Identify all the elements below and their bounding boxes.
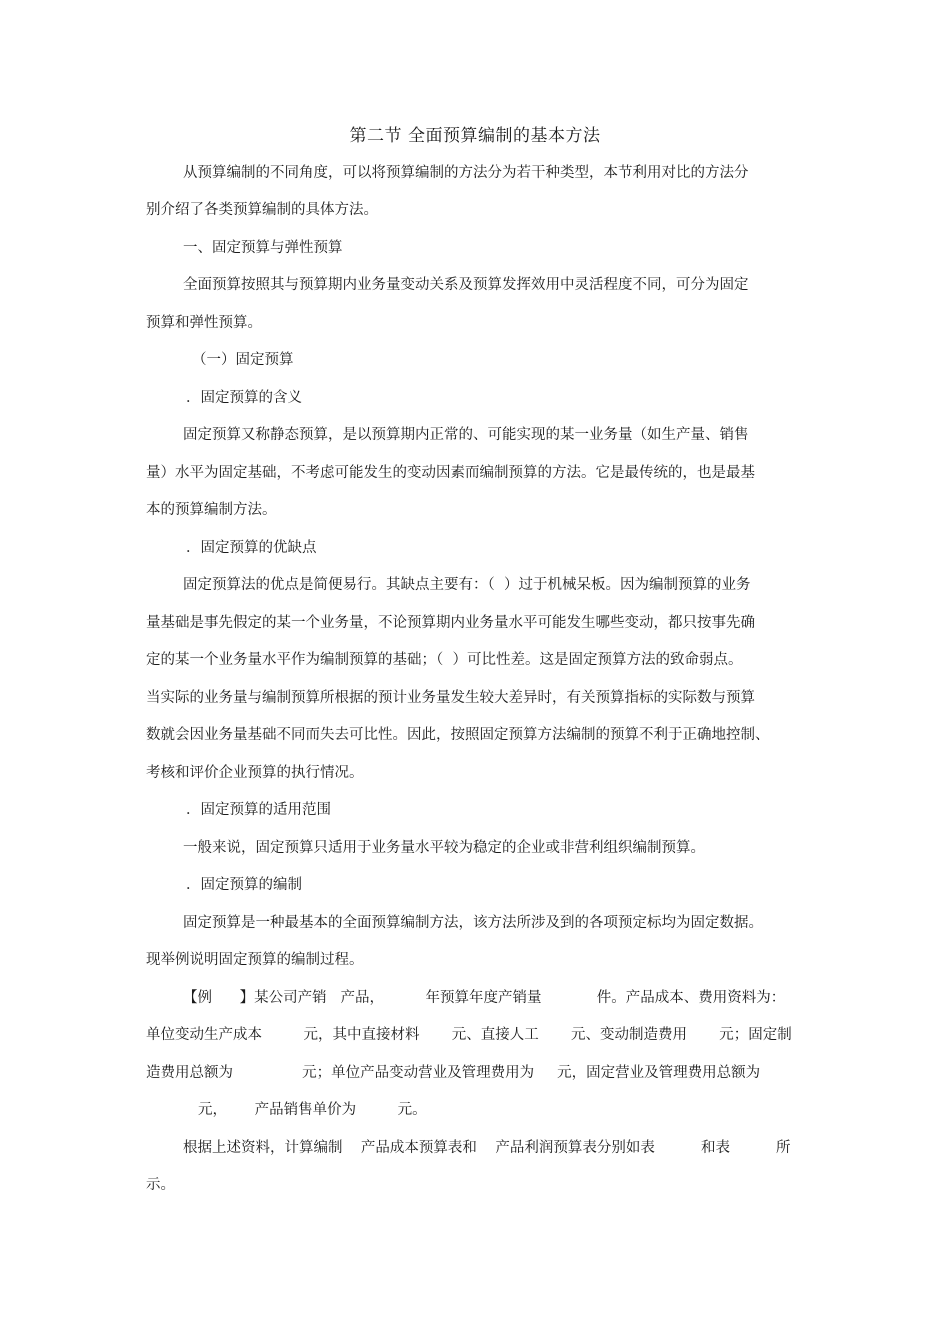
heading-line: ．固定预算的含义 — [186, 390, 302, 406]
paragraph-line: 定的某一个业务量水平作为编制预算的基础；（ ）可比性差。这是固定预算方法的致命弱点。 — [146, 652, 743, 668]
heading-line: ．固定预算的编制 — [186, 877, 302, 893]
paragraph-line: 全面预算按照其与预算期内业务量变动关系及预算发挥效用中灵活程度不同，可分为固定 — [183, 277, 749, 293]
paragraph-line: 一般来说，固定预算只适用于业务量水平较为稳定的企业或非营利组织编制预算。 — [183, 840, 705, 856]
heading-line: ．固定预算的优缺点 — [186, 540, 317, 556]
paragraph-line: 示。 — [146, 1177, 175, 1193]
paragraph-line: 固定预算法的优点是简便易行。其缺点主要有：（ ）过于机械呆板。因为编制预算的业务 — [183, 577, 751, 593]
example-line: 【例 】某公司产销 产品， 年预算年度产销量 件。产品成本、费用资料为： — [183, 990, 786, 1006]
paragraph-line: 数就会因业务量基础不同而失去可比性。因此，按照固定预算方法编制的预算不利于正确地控制、 — [146, 727, 770, 743]
heading-line: 一、固定预算与弹性预算 — [183, 240, 343, 256]
paragraph-line: 固定预算又称静态预算，是以预算期内正常的、可能实现的某一业务量（如生产量、销售 — [183, 427, 749, 443]
paragraph-line: 从预算编制的不同角度，可以将预算编制的方法分为若干种类型，本节利用对比的方法分 — [183, 165, 749, 181]
heading-line: （一）固定预算 — [192, 352, 294, 368]
paragraph-line: 本的预算编制方法。 — [146, 502, 277, 518]
paragraph-line: 量）水平为固定基础，不考虑可能发生的变动因素而编制预算的方法。它是最传统的，也是最基 — [146, 465, 755, 481]
paragraph-line: 别介绍了各类预算编制的具体方法。 — [146, 202, 378, 218]
paragraph-line: 现举例说明固定预算的编制过程。 — [146, 952, 364, 968]
paragraph-line: 预算和弹性预算。 — [146, 315, 262, 331]
example-line: 元， 产品销售单价为 元。 — [198, 1102, 427, 1118]
paragraph-line: 量基础是事先假定的某一个业务量，不论预算期内业务量水平可能发生哪些变动，都只按事先确 — [146, 615, 755, 631]
paragraph-line: 固定预算是一种最基本的全面预算编制方法，该方法所涉及到的各项预定标均为固定数据。 — [183, 915, 763, 931]
paragraph-line: 当实际的业务量与编制预算所根据的预计业务量发生较大差异时，有关预算指标的实际数与预算 — [146, 690, 755, 706]
paragraph-line: 考核和评价企业预算的执行情况。 — [146, 765, 364, 781]
heading-line: ．固定预算的适用范围 — [186, 802, 331, 818]
example-line: 单位变动生产成本 元，其中直接材料 元、直接人工 元、变动制造费用 元；固定制 — [146, 1027, 792, 1043]
example-line: 造费用总额为 元；单位产品变动营业及管理费用为 元，固定营业及管理费用总额为 — [146, 1065, 761, 1081]
section-title: 第二节 全面预算编制的基本方法 — [349, 126, 601, 146]
paragraph-line: 根据上述资料，计算编制 产品成本预算表和 产品利润预算表分别如表 和表 所 — [183, 1140, 791, 1156]
